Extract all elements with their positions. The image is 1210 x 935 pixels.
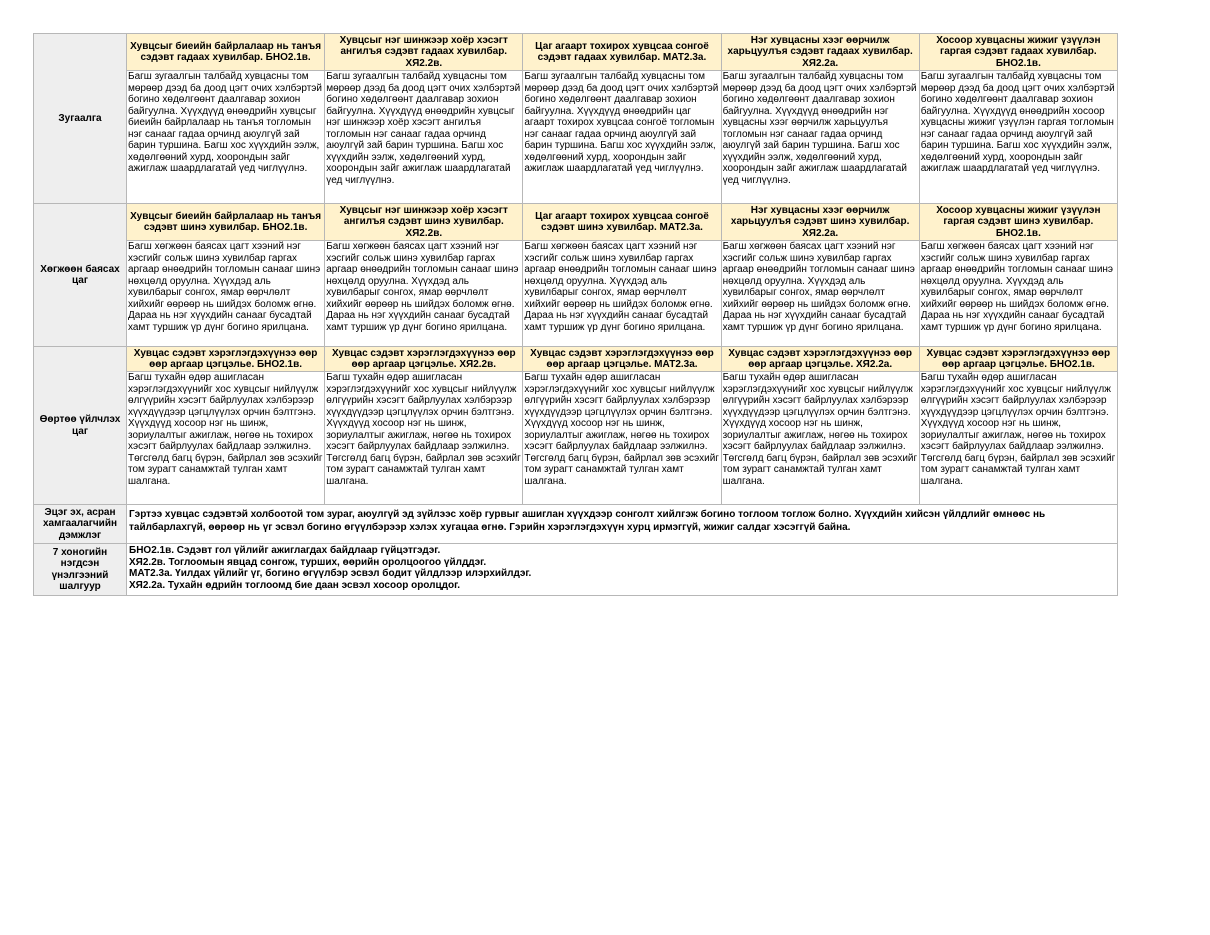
evaluation-criterion: ХЯ2.2в. Тоглоомын явцад сонгож, турших, өөрийн оролцоогоо үйлддэг. — [129, 556, 487, 568]
activity-description: Багш хөгжөөн баясах цагт хээний нэг хэсгийг сольж шинэ хувилбар гаргах аргаар өнөөдрийн тогломын санааг шинэ нөхцөлд оруулна. Хүүхдэд аль хувилбарыг сонгох, ямар өөрчлөлт хийхийг өөрөөр нь шийдэх боломж өгнө. Дараа нь нэг хүүхдийн санааг бусадтай хамт туршиж үр дүнг богино ярилцана. — [920, 241, 1114, 333]
activity-title: Нэг хувцасны хээг өөрчилж харьцуулъя сэдэвт шинэ хувилбар. ХЯ2.2а. — [721, 204, 919, 241]
evaluation-criteria — [127, 544, 1118, 596]
activity-description: Багш хөгжөөн баясах цагт хээний нэг хэсгийг сольж шинэ хувилбар гаргах аргаар өнөөдрийн тогломын санааг шинэ нөхцөлд оруулна. Хүүхдэд аль хувилбарыг сонгох, ямар өөрчлөлт хийхийг өөрөөр нь шийдэх боломж өгнө. Дараа нь нэг хүүхдийн санааг бусадтай хамт туршиж үр дүнг богино ярилцана. — [128, 241, 321, 333]
activity-title: Цаг агаарт тохирох хувцсаа сонгоё сэдэвт шинэ хувилбар. МАТ2.3а. — [523, 204, 721, 241]
evaluation-criterion: БНО2.1в. Сэдэвт гол үйлийг ажиглагдах байдлаар гүйцэтгэдэг. — [129, 545, 441, 556]
weekly-plan-sheet — [33, 33, 1117, 596]
activity-description: Багш тухайн өдөр ашигласан хэрэглэгдэхүүнийг хос хувцсыг нийлүүлж өлгүүрийн хэсэгт байрлуулах хэлбэрээр хүүхдүүдээр цэгцлүүлэх орчин бэлтгэнэ. Хүүхдүүд хосоор нэг нь шинж, зориулалтыг ажиглаж, нөгөө нь тохирох хэсэгт байрлуулах байдлаар ээлжилнэ. Төгсгөлд багц бүрэн, байрлал зөв эсэхийг том зурагт санамжтай тулган хамт шалгана. — [524, 372, 719, 487]
walk-body-row — [34, 71, 1118, 204]
row-label-parents: Эцэг эх, асран хамгаалагчийн дэмжлэг — [34, 505, 127, 544]
activity-title: Хувцсыг биеийн байрлалаар нь танъя сэдэвт шинэ хувилбар. БНО2.1в. — [127, 204, 325, 241]
activity-title: Хувцас сэдэвт хэрэглэгдэхүүнээ өөр өөр аргаар цэгцэлье. МАТ2.3а. — [523, 347, 721, 372]
activity-title: Хувцас сэдэвт хэрэглэгдэхүүнээ өөр өөр аргаар цэгцэлье. БНО2.1в. — [127, 347, 325, 372]
walk-title-row — [34, 34, 1118, 71]
activity-description: Багш тухайн өдөр ашигласан хэрэглэгдэхүүнийг хос хувцсыг нийлүүлж өлгүүрийн хэсэгт байрлуулах хэлбэрээр хүүхдүүдээр цэгцлүүлэх орчин бэлтгэнэ. Хүүхдүүд хосоор нэг нь шинж, зориулалтыг ажиглаж, нөгөө нь тохирох хэсэгт байрлуулах байдлаар ээлжилнэ. Төгсгөлд багц бүрэн, байрлал зөв эсэхийг том зурагт санамжтай тулган хамт шалгана. — [722, 372, 918, 487]
parents-support-text: Гэртээ хувцас сэдэвтэй холбоотой том зураг, аюулгүй эд зүйлээс хоёр гурвыг ашиглан хүүхдээр сонголт хийлгэж богино тоглоом тоглож болно. Хүүхдийн хийсэн үйлдлийг өмнөөс нь тайлбарлахгүй, өөрөөр нь үг эсвэл богино өгүүлбэрээр хэлэх хугацаа өгнө. Гэрийн хэрэглэгдэхүүн хурц ирмэггүй, жижиг салдаг хэсэггүй байна. — [127, 505, 1118, 544]
activity-title: Хувцсыг нэг шинжээр хоёр хэсэгт ангилъя сэдэвт гадаах хувилбар. ХЯ2.2в. — [325, 34, 523, 71]
activity-title: Хувцсыг нэг шинжээр хоёр хэсэгт ангилъя сэдэвт шинэ хувилбар. ХЯ2.2в. — [325, 204, 523, 241]
activity-description: Багш тухайн өдөр ашигласан хэрэглэгдэхүүнийг хос хувцсыг нийлүүлж өлгүүрийн хэсэгт байрлуулах хэлбэрээр хүүхдүүдээр цэгцлүүлэх орчин бэлтгэнэ. Хүүхдүүд хосоор нэг нь шинж, зориулалтыг ажиглаж, нөгөө нь тохирох хэсэгт байрлуулах байдлаар ээлжилнэ. Төгсгөлд багц бүрэн, байрлал зөв эсэхийг том зурагт санамжтай тулган хамт шалгана. — [128, 372, 323, 487]
evaluation-row — [34, 544, 1118, 596]
activity-title: Хувцсыг биеийн байрлалаар нь танъя сэдэвт гадаах хувилбар. БНО2.1в. — [127, 34, 325, 71]
activity-description: Багш хөгжөөн баясах цагт хээний нэг хэсгийг сольж шинэ хувилбар гаргах аргаар өнөөдрийн тогломын санааг шинэ нөхцөлд оруулна. Хүүхдэд аль хувилбарыг сонгох, ямар өөрчлөлт хийхийг өөрөөр нь шийдэх боломж өгнө. Дараа нь нэг хүүхдийн санааг бусадтай хамт туршиж үр дүнг богино ярилцана. — [722, 241, 915, 333]
activity-description: Багш зугаалгын талбайд хувцасны том мөрөөр дээд ба доод цэгт очих хэлбэртэй богино хөдөлгөөнт даалгавар зохион байгуулна. Хүүхдүүд өнөөдрийн хувцсыг биеийн байрлалаар нь танъя тогломын нэг санааг гадаа орчинд аюулгүй зай барин туршина. Багш хос хүүхдийн ээлж, хөдөлгөөний хурд, хоорондын зайг ажиглаж шаардлагатай үед чиглүүлнэ. — [128, 71, 322, 174]
weekly-plan-table — [33, 33, 1118, 596]
row-label-walk: Зугаалга — [34, 34, 127, 204]
activity-title: Хувцас сэдэвт хэрэглэгдэхүүнээ өөр өөр аргаар цэгцэлье. БНО2.1в. — [919, 347, 1117, 372]
activity-title: Хувцас сэдэвт хэрэглэгдэхүүнээ өөр өөр аргаар цэгцэлье. ХЯ2.2в. — [325, 347, 523, 372]
activity-title: Хувцас сэдэвт хэрэглэгдэхүүнээ өөр өөр аргаар цэгцэлье. ХЯ2.2а. — [721, 347, 919, 372]
parents-row — [34, 505, 1118, 544]
selfcare-body-row — [34, 372, 1118, 505]
selfcare-title-row — [34, 347, 1118, 372]
activity-title: Цаг агаарт тохирох хувцсаа сонгоё сэдэвт гадаах хувилбар. МАТ2.3а. — [523, 34, 721, 71]
fun-title-row — [34, 204, 1118, 241]
activity-description: Багш тухайн өдөр ашигласан хэрэглэгдэхүүнийг хос хувцсыг нийлүүлж өлгүүрийн хэсэгт байрлуулах хэлбэрээр хүүхдүүдээр цэгцлүүлэх орчин бэлтгэнэ. Хүүхдүүд хосоор нэг нь шинж, зориулалтыг ажиглаж, нөгөө нь тохирох хэсэгт байрлуулах байдлаар ээлжилнэ. Төгсгөлд багц бүрэн, байрлал зөв эсэхийг том зурагт санамжтай тулган хамт шалгана. — [326, 372, 521, 487]
activity-description: Багш зугаалгын талбайд хувцасны том мөрөөр дээд ба доод цэгт очих хэлбэртэй богино хөдөлгөөнт даалгавар зохион байгуулна. Хүүхдүүд өнөөдрийн нэг хувцасны хээг өөрчилж харьцуулъя тогломын нэг санааг гадаа орчинд аюулгүй зай барин туршина. Багш хос хүүхдийн ээлж, хөдөлгөөний хурд, хоорондын зайг ажиглаж шаардлагатай үед чиглүүлнэ. — [722, 71, 917, 186]
activity-description: Багш тухайн өдөр ашигласан хэрэглэгдэхүүнийг хос хувцсыг нийлүүлж өлгүүрийн хэсэгт байрлуулах хэлбэрээр хүүхдүүдээр цэгцлүүлэх орчин бэлтгэнэ. Хүүхдүүд хосоор нэг нь шинж, зориулалтыг ажиглаж, нөгөө нь тохирох хэсэгт байрлуулах байдлаар ээлжилнэ. Төгсгөлд багц бүрэн, байрлал зөв эсэхийг том зурагт санамжтай тулган хамт шалгана. — [920, 372, 1116, 487]
activity-description: Багш зугаалгын талбайд хувцасны том мөрөөр дээд ба доод цэгт очих хэлбэртэй богино хөдөлгөөнт даалгавар зохион байгуулна. Хүүхдүүд өнөөдрийн хувцсыг нэг шинжээр хоёр хэсэгт ангилъя тогломын нэг санааг гадаа орчинд аюулгүй зай барин туршина. Багш хос хүүхдийн ээлж, хөдөлгөөний хурд, хоорондын зайг ажиглаж шаардлагатай үед чиглүүлнэ. — [326, 71, 521, 186]
row-label-evaluation: 7 хоногийн нэгдсэн үнэлгээний шалгуур — [34, 544, 127, 596]
activity-description: Багш хөгжөөн баясах цагт хээний нэг хэсгийг сольж шинэ хувилбар гаргах аргаар өнөөдрийн тогломын санааг шинэ нөхцөлд оруулна. Хүүхдэд аль хувилбарыг сонгох, ямар өөрчлөлт хийхийг өөрөөр нь шийдэх боломж өгнө. Дараа нь нэг хүүхдийн санааг бусадтай хамт туршиж үр дүнг богино ярилцана. — [326, 241, 519, 333]
evaluation-criterion: МАТ2.3а. Үилдах үйлийг үг, богино өгүүлбэр эсвэл бодит үйлдлээр илэрхийлдэг. — [129, 568, 532, 579]
activity-title: Хосоор хувцасны жижиг үзүүлэн гаргая сэдэвт шинэ хувилбар. БНО2.1в. — [919, 204, 1117, 241]
evaluation-criterion: ХЯ2.2а. Тухайн өдрийн тоглоомд бие даан эсвэл хосоор оролцдог. — [129, 579, 461, 591]
activity-description: Багш зугаалгын талбайд хувцасны том мөрөөр дээд ба доод цэгт очих хэлбэртэй богино хөдөлгөөнт даалгавар зохион байгуулна. Хүүхдүүд өнөөдрийн хосоор хувцасны жижиг үзүүлэн гаргая тогломын нэг санааг гадаа орчинд аюулгүй зай барин туршина. Багш хос хүүхдийн ээлж, хөдөлгөөний хурд, хоорондын зайг ажиглаж шаардлагатай үед чиглүүлнэ. — [920, 71, 1115, 174]
activity-description: Багш зугаалгын талбайд хувцасны том мөрөөр дээд ба доод цэгт очих хэлбэртэй богино хөдөлгөөнт даалгавар зохион байгуулна. Хүүхдүүд өнөөдрийн цаг агаарт тохирох хувцсаа сонгоё тогломын нэг санааг гадаа орчинд аюулгүй зай барин туршина. Багш хос хүүхдийн ээлж, хөдөлгөөний хурд, хоорондын зайг ажиглаж шаардлагатай үед чиглүүлнэ. — [524, 71, 719, 174]
activity-title: Хосоор хувцасны жижиг үзүүлэн гаргая сэдэвт гадаах хувилбар. БНО2.1в. — [919, 34, 1117, 71]
activity-title: Нэг хувцасны хээг өөрчилж харьцуулъя сэдэвт гадаах хувилбар. ХЯ2.2а. — [721, 34, 919, 71]
fun-body-row — [34, 241, 1118, 347]
activity-description: Багш хөгжөөн баясах цагт хээний нэг хэсгийг сольж шинэ хувилбар гаргах аргаар өнөөдрийн тогломын санааг шинэ нөхцөлд оруулна. Хүүхдэд аль хувилбарыг сонгох, ямар өөрчлөлт хийхийг өөрөөр нь шийдэх боломж өгнө. Дараа нь нэг хүүхдийн санааг бусадтай хамт туршиж үр дүнг богино ярилцана. — [524, 241, 717, 333]
row-label-self-care: Өөртөө үйлчлэх цаг — [34, 347, 127, 505]
row-label-fun-time: Хөгжөөн баясах цаг — [34, 204, 127, 347]
